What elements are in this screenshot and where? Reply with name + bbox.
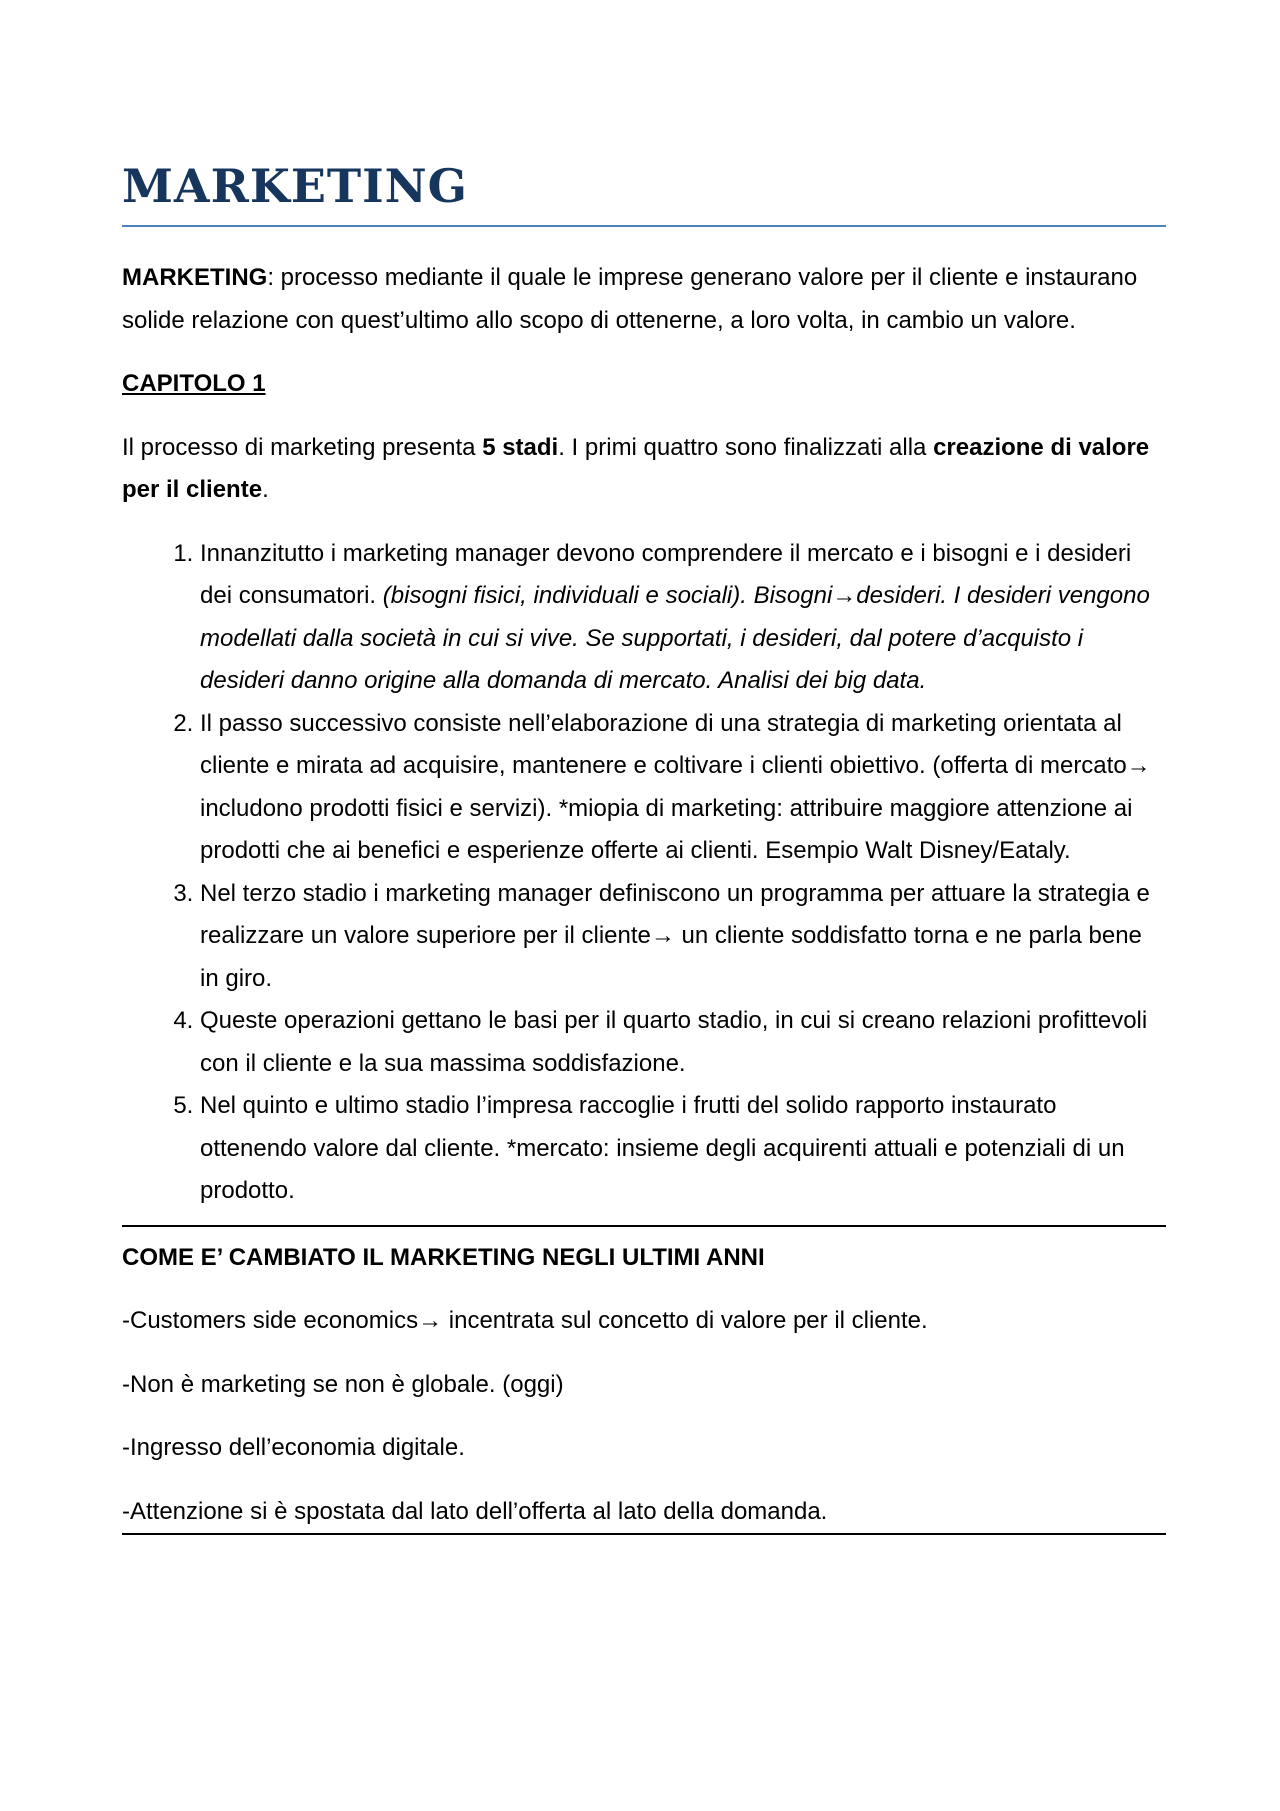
definition-term: MARKETING [122, 264, 268, 291]
intro-bold-stages: 5 stadi [482, 433, 559, 461]
stage-5-text: Nel quinto e ultimo stadio l’impresa raccoglie i frutti del solido rapporto instaurato ottenendo valore dal cliente. *mercato: insieme degli acquirenti attuali e potenziali di un prodotto. [200, 1092, 1125, 1204]
stage-4-text: Queste operazioni gettano le basi per il quarto stadio, in cui si creano relazioni profittevoli con il cliente e la sua massima soddisfazione. [200, 1007, 1148, 1077]
section-divider-top [122, 1225, 1166, 1227]
change-item-3: -Ingresso dell’economia digitale. [122, 1434, 465, 1461]
chapter-heading-text: CAPITOLO 1 [122, 370, 266, 397]
definition-paragraph [122, 257, 1166, 342]
change-item-4: -Attenzione si è spostata dal lato dell’offerta al lato della domanda. [122, 1497, 828, 1525]
chapter-heading [122, 363, 1166, 406]
stage-3-text: Nel terzo stadio i marketing manager definiscono un programma per attuare la strategia e realizzare un valore superiore per il cliente→ un cliente soddisfatto torna e ne parla bene in giro. [200, 879, 1150, 992]
page-title: MARKETING [122, 163, 1166, 227]
change-item-1: -Customers side economics→ incentrata sul concetto di valore per il cliente. [122, 1307, 928, 1334]
intro-bold-value: creazione di valore per il cliente [122, 433, 1150, 503]
list-item [200, 703, 1166, 873]
change-heading-text: COME E’ CAMBIATO IL MARKETING NEGLI ULTIMI ANNI [122, 1243, 765, 1271]
change-heading [122, 1237, 1166, 1280]
stage-1-text: Innanzitutto i marketing manager devono comprendere il mercato e i bisogni e i desideri dei consumatori. [200, 539, 1132, 609]
intro-text-3: . [262, 476, 269, 503]
stage-2-text: Il passo successivo consiste nell’elaborazione di una strategia di marketing orientata al cliente e mirata ad acquisire, mantenere e coltivare i clienti obiettivo. (offerta di mercato→ includono prodotti fisici e servizi). *miopia di marketing: attribuire maggiore attenzione ai prodotti che ai benefici e esperienze offerte ai clienti. Esempio Walt Disney/Eataly. [200, 709, 1151, 864]
change-item-2: -Non è marketing se non è globale. (oggi) [122, 1370, 564, 1398]
list-item [200, 1000, 1166, 1085]
intro-text-2: . I primi quattro sono finalizzati alla [558, 433, 934, 461]
stage-1-italic: (bisogni fisici, individuali e sociali). Bisogni→desideri. I desideri vengono modellati dalla società in cui si vive. Se supportati, i desideri, dal potere d’acquisto i desideri danno origine alla domanda di mercato. Analisi dei big data. [200, 582, 1150, 694]
stages-list [122, 533, 1166, 1213]
list-item [200, 533, 1166, 703]
list-item [200, 1085, 1166, 1213]
document-content [122, 155, 1166, 1535]
intro-text-1: Il processo di marketing presenta [122, 433, 483, 461]
intro-paragraph [122, 427, 1166, 512]
section-divider-bottom [122, 1533, 1166, 1535]
list-item [200, 873, 1166, 1001]
definition-text: : processo mediante il quale le imprese generano valore per il cliente e instaurano solide relazione con quest’ultimo allo scopo di ottenerne, a loro volta, in cambio un valore. [122, 264, 1138, 334]
